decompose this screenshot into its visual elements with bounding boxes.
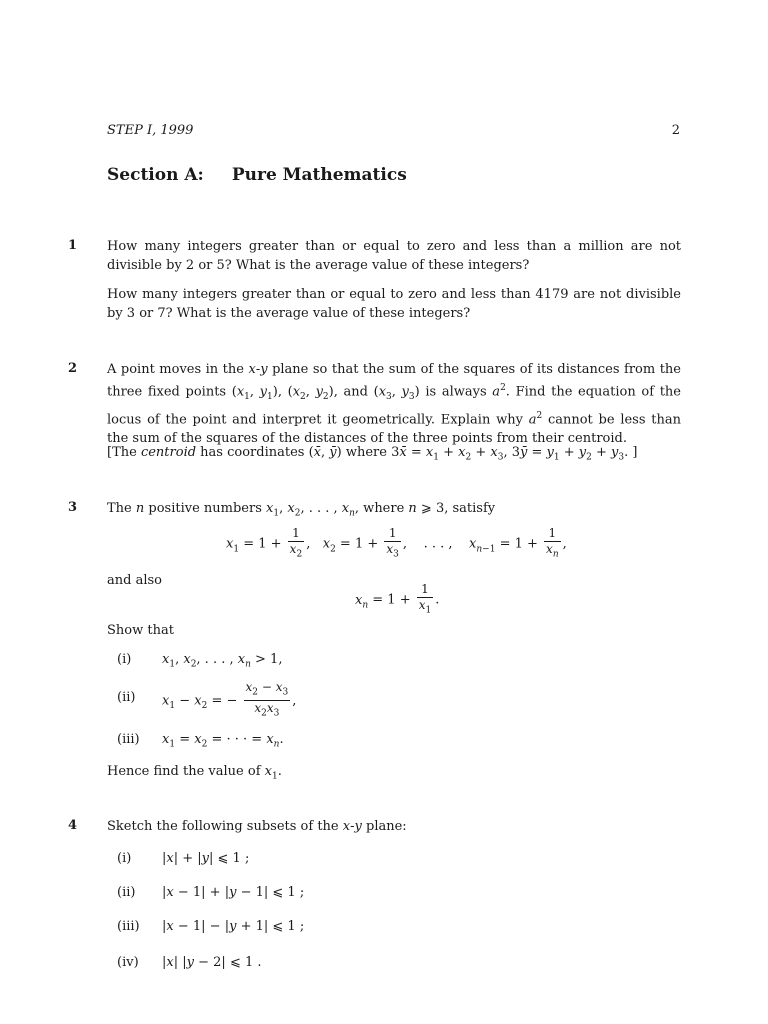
question-4-item-i: |x| + |y| ⩽ 1 ;	[162, 851, 250, 866]
question-4-item-ii: |x − 1| + |y − 1| ⩽ 1 ;	[162, 885, 305, 900]
question-3-intro: The n positive numbers $x_1$, $x_2$, . . . , $x_n$, where n ⩾ 3, satisfy	[107, 501, 496, 519]
question-3-item-ii: $x_1 - x_2$ = − $\frac{x_2 - x_3}{x_2x_3}$ ,	[162, 680, 297, 719]
question-1-para-2: How many integers greater than or equal to zero and less than 4179 are not divisible by 3 or 7? What is the average value of these integers?	[107, 287, 681, 321]
page-number: 2	[671, 123, 680, 138]
question-3-show-that: Show that	[107, 623, 174, 638]
question-4-intro: Sketch the following subsets of the x-y plane:	[107, 819, 407, 834]
question-3-item-i: $x_1$, $x_2$, . . . , $x_n > 1$,	[162, 652, 283, 670]
question-3-and-also: and also	[107, 573, 162, 588]
question-2-note: [The centroid has coordinates (x̄, ȳ) where 3x̄ = $x_1 + x_2 + x_3$, 3ȳ = $y_1 + y_2 + y_3$. ]	[107, 445, 638, 463]
question-3-equations: $x_1 = 1$ + $\frac{1}{x_2}$ , $x_2 = 1$ + $\frac{1}{x_3}$ , . . . , $x_{n-1} = 1$ + $\frac{1}{x_n}$ ,	[226, 526, 567, 560]
question-4-item-iii: |x − 1| − |y + 1| ⩽ 1 ;	[162, 919, 305, 934]
question-4-item-iii-label: (iii)	[117, 919, 140, 934]
section-title: Pure Mathematics	[231, 165, 407, 185]
question-4-item-iv-label: (iv)	[117, 955, 139, 970]
question-1-para-1: How many integers greater than or equal to zero and less than a million are not divisible by 2 or 5? What is the average value of these integers?	[107, 239, 681, 273]
question-3-number: 3	[68, 500, 78, 515]
question-1-number: 1	[68, 238, 78, 253]
question-4-intro-b: plane:	[366, 819, 407, 834]
question-2-text: A point moves in the x-y plane so that the sum of the squares of its distances from the three fixed points ($x_1$, $y_1$), ($x_2$, $y_2$), and ($x_3$, $y_3$) is always $a^2$. Find the equation of the locus of the point and interpret it geometrically. Explain why $a^2$ cannot be less than the sum of the squares of the distances of the three points from their centroid.	[107, 362, 681, 447]
section-label: Section A:	[107, 165, 204, 185]
question-4-item-iv: |x| |y − 2| ⩽ 1 .	[162, 955, 262, 970]
question-3-item-iii: $x_1 = x_2$ = · · · = $x_n$.	[162, 732, 284, 750]
header-title: STEP I, 1999	[107, 123, 194, 138]
question-3-item-iii-label: (iii)	[117, 732, 140, 747]
question-4-item-i-label: (i)	[117, 851, 132, 866]
question-2-number: 2	[68, 361, 78, 376]
question-3-item-ii-label: (ii)	[117, 690, 136, 705]
question-4-intro-a: Sketch the following subsets of the	[107, 819, 339, 834]
question-3-hence: Hence find the value of $x_1$.	[107, 764, 282, 782]
question-3-equation-xn: $x_n = 1$ + $\frac{1}{x_1}$ .	[355, 582, 440, 616]
question-3-hence-text: Hence find the value of	[107, 764, 261, 779]
question-4-number: 4	[68, 818, 78, 833]
question-4-item-ii-label: (ii)	[117, 885, 136, 900]
question-3-item-i-label: (i)	[117, 652, 132, 667]
section-heading	[107, 165, 407, 185]
